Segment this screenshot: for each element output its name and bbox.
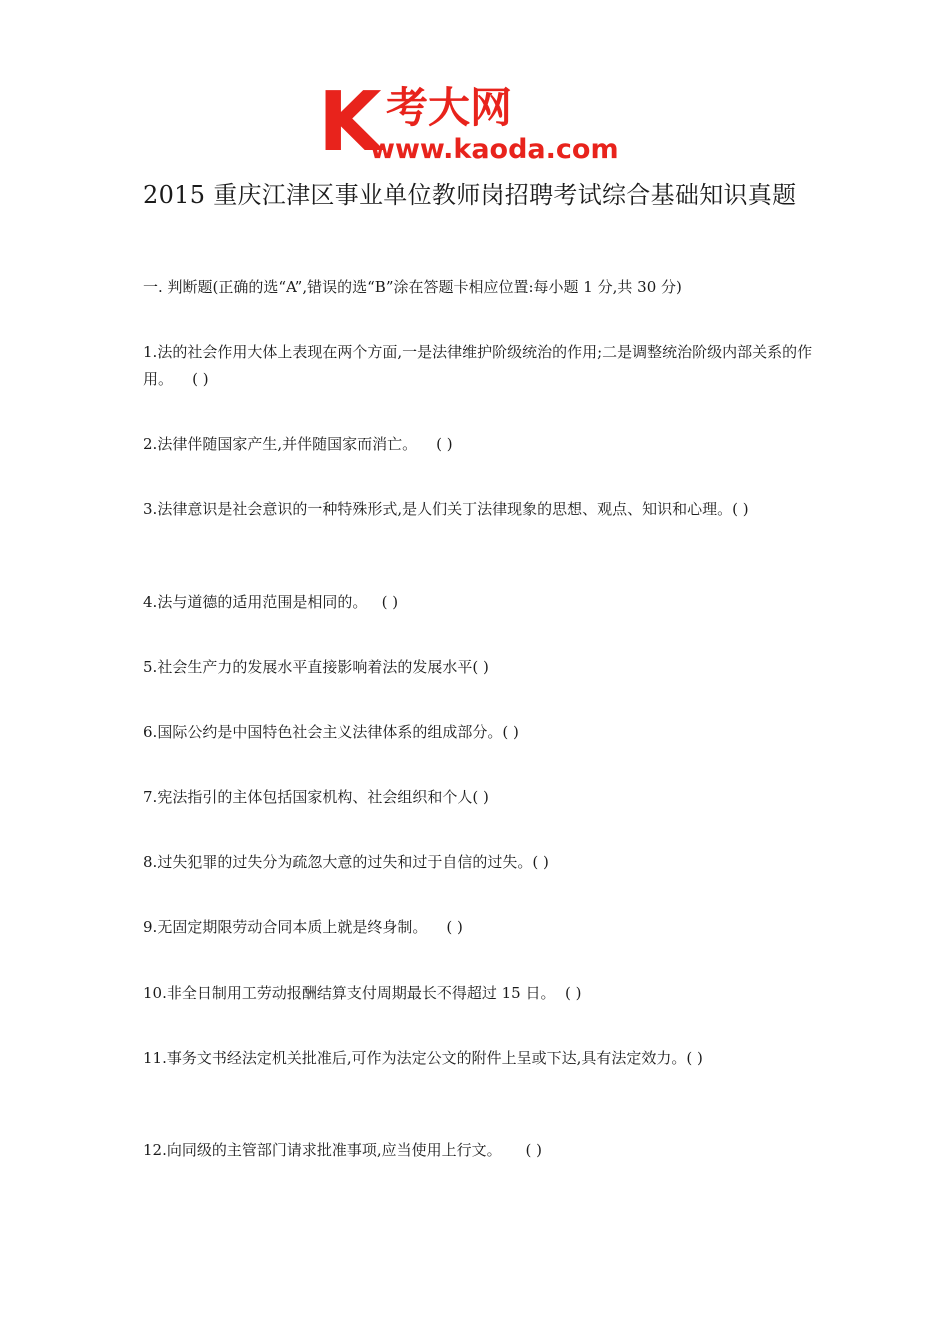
question-text: 法与道德的适用范围是相同的。 <box>157 593 368 611</box>
answer-blank: ( ) <box>472 788 489 806</box>
question-number: 12. <box>143 1141 167 1159</box>
question-8 <box>143 849 813 876</box>
question-number: 8. <box>143 853 158 871</box>
question-4 <box>143 589 813 616</box>
logo-url-text: www.kaoda.com <box>370 134 619 164</box>
answer-blank: ( ) <box>367 593 399 611</box>
question-text: 法律意识是社会意识的一种特殊形式,是人们关丁法律现象的思想、观点、知识和心理。 <box>157 500 733 518</box>
question-number: 3. <box>143 500 158 518</box>
question-text: 宪法指引的主体包括国家机构、社会组织和个人 <box>157 788 473 806</box>
question-number: 9. <box>143 918 158 936</box>
answer-blank: ( ) <box>472 658 489 676</box>
question-3 <box>143 496 813 523</box>
answer-blank: ( ) <box>555 984 582 1002</box>
answer-blank: ( ) <box>732 500 749 518</box>
question-text: 社会生产力的发展水平直接影响着法的发展水平 <box>157 658 473 676</box>
question-text: 事务文书经法定机关批准后,可作为法定公文的附件上呈或下达,具有法定效力。 <box>166 1049 687 1067</box>
question-number: 10. <box>143 984 167 1002</box>
document-title: 2015 重庆江津区事业单位教师岗招聘考试综合基础知识真题 <box>143 181 797 209</box>
question-text: 向同级的主管部门请求批准事项,应当使用上行文。 <box>166 1141 502 1159</box>
question-text: 无固定期限劳动合同本质上就是终身制。 <box>157 918 428 936</box>
answer-blank: ( ) <box>417 435 453 453</box>
question-12 <box>143 1137 813 1164</box>
question-text: 法律伴随国家产生,并伴随国家而消亡。 <box>157 435 418 453</box>
question-number: 1. <box>143 343 158 361</box>
logo-k-letter: K <box>318 78 382 164</box>
question-text: 非全日制用工劳动报酬结算支付周期最长不得超过 15 日。 <box>166 984 556 1002</box>
question-number: 5. <box>143 658 158 676</box>
question-10 <box>143 980 813 1007</box>
question-11 <box>143 1045 813 1072</box>
kaoda-logo-mark <box>318 78 638 164</box>
question-7 <box>143 784 813 811</box>
answer-blank: ( ) <box>173 370 209 388</box>
question-text: 过失犯罪的过失分为疏忽大意的过失和过于自信的过失。 <box>157 853 533 871</box>
question-number: 4. <box>143 593 158 611</box>
kaoda-logo <box>318 78 638 164</box>
question-number: 2. <box>143 435 158 453</box>
question-text: 国际公约是中国特色社会主义法律体系的组成部分。 <box>157 723 503 741</box>
question-number: 6. <box>143 723 158 741</box>
answer-blank: ( ) <box>532 853 549 871</box>
question-number: 7. <box>143 788 158 806</box>
section-heading: 一. 判断题(正确的选“A”,错误的选“B”涂在答题卡相应位置:每小题 1 分,共 30 分) <box>143 278 682 296</box>
question-5 <box>143 654 813 681</box>
answer-blank: ( ) <box>686 1049 703 1067</box>
answer-blank: ( ) <box>427 918 463 936</box>
question-9 <box>143 914 813 941</box>
question-2 <box>143 431 813 458</box>
question-6 <box>143 719 813 746</box>
question-1 <box>143 339 813 393</box>
question-number: 11. <box>143 1049 167 1067</box>
logo-brand-text: 考大网 <box>386 83 513 132</box>
answer-blank: ( ) <box>501 1141 542 1159</box>
question-text: 法的社会作用大体上表现在两个方面,一是法律维护阶级统治的作用;二是调整统治阶级内部关系的作用。 <box>143 343 813 388</box>
answer-blank: ( ) <box>502 723 519 741</box>
